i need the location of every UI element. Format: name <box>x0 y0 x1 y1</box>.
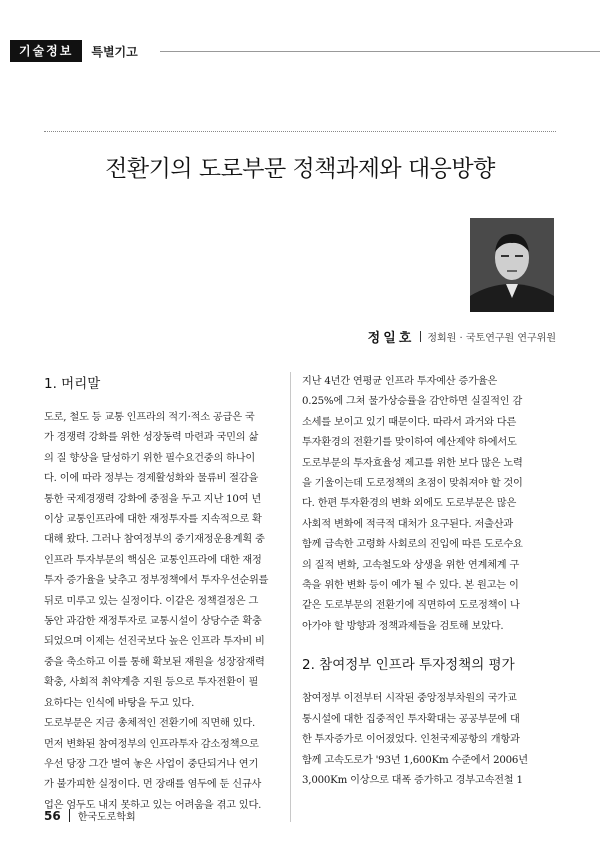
text-line: 사회적 변화에 적극적 대처가 요구된다. 저출산과 <box>302 518 514 530</box>
text-line: 아가야 할 방향과 정책과제들을 검토해 보았다. <box>302 620 504 632</box>
section-heading: 2. 참여정부 인프라 투자정책의 평가 <box>302 657 515 674</box>
text-line: 요하다는 인식에 바탕을 두고 있다. <box>44 697 195 709</box>
text-line: 우선 당장 그간 벌여 놓은 사업이 중단되거나 연기 <box>44 758 259 770</box>
text-line: 대해 왔다. 그러나 참여정부의 중기재정운용계획 중 <box>44 534 265 546</box>
section-heading: 1. 머리말 <box>44 376 101 392</box>
text-line: 도로부문의 투자효율성 제고를 위한 보다 많은 노력 <box>302 457 523 469</box>
text-line: 업은 엄두도 내지 못하고 있는 어려움을 겪고 있다. <box>44 799 262 811</box>
title-divider <box>44 131 556 132</box>
text-line: 참여정부 이전부터 시작된 중앙정부차원의 국가교 <box>302 693 517 705</box>
subcategory-label: 특별기고 <box>91 44 138 59</box>
paragraph <box>302 689 556 791</box>
text-line: 다. 한편 투자환경의 변화 외에도 도로부문은 많은 <box>302 498 517 510</box>
paragraph <box>44 408 298 816</box>
category-label: 기술정보 <box>10 40 82 62</box>
text-line: 다. 이에 따라 정부는 경제활성화와 물류비 절감을 <box>44 473 259 485</box>
text-line: 가 불가피한 실정이다. 먼 장래를 염두에 둔 신규사 <box>44 779 262 791</box>
text-line: 의 질적 변화, 고속철도와 상생을 위한 연계체계 구 <box>302 559 520 571</box>
page-footer <box>44 808 136 823</box>
author-separator <box>420 331 421 342</box>
left-column <box>44 372 298 816</box>
footer-separator <box>69 809 70 822</box>
text-line: 통시설에 대한 집중적인 투자확대는 공공부문에 대 <box>302 713 520 725</box>
text-line: 함께 급속한 고령화 사회로의 진입에 따른 도로수요 <box>302 539 523 551</box>
text-line: 중을 축소하고 이를 통해 확보된 재원을 성장잠재력 <box>44 656 265 668</box>
right-column <box>302 372 556 791</box>
text-line: 투자 증가율을 낮추고 정부정책에서 투자우선순위를 <box>44 575 269 587</box>
text-line: 한 투자증가로 이어졌었다. 인천국제공항의 개항과 <box>302 734 520 746</box>
text-line: 0.25%에 그쳐 물가상승률을 감안하면 실질적인 감 <box>302 396 523 408</box>
text-line: 뒤로 미루고 있는 실정이다. 이같은 정책결정은 그 <box>44 595 259 607</box>
paragraph <box>302 372 556 637</box>
text-line: 통한 국제경쟁력 강화에 중점을 두고 지난 10여 년 <box>44 493 262 505</box>
text-line: 동안 과감한 재정투자로 교통시설이 상당수준 확충 <box>44 616 262 628</box>
text-line: 을 기울이는데 도로정책의 초점이 맞춰져야 할 것이 <box>302 478 523 490</box>
column-divider <box>290 372 291 822</box>
text-line: 함께 고속도로가 '93년 1,600Km 수준에서 2006년 <box>302 754 528 766</box>
text-line: 의 질 향상을 달성하기 위한 필수요건중의 하나이 <box>44 452 256 464</box>
author-photo <box>470 218 554 312</box>
publisher-name: 한국도로학회 <box>77 812 136 823</box>
text-line: 되었으며 이제는 선진국보다 높은 인프라 투자비 비 <box>44 636 265 648</box>
text-line: 가 경쟁력 강화를 위한 성장동력 마련과 국민의 삶 <box>44 432 259 444</box>
text-line: 확충, 사회적 취약계층 지원 등으로 투자전환이 필 <box>44 677 259 689</box>
text-line: 이상 교통인프라에 대한 재정투자를 지속적으로 확 <box>44 514 262 526</box>
text-line: 지난 4년간 연평균 인프라 투자예산 증가율은 <box>302 376 498 387</box>
text-line: 도로부문은 지금 총체적인 전환기에 직면해 있다. <box>44 718 256 730</box>
text-line: 소세를 보이고 있기 때문이다. 따라서 과거와 다른 <box>302 416 517 428</box>
text-line: 같은 도로부문의 전환기에 직면하여 도로정책이 나 <box>302 600 520 612</box>
author-name: 정일호 <box>367 331 415 346</box>
author-line <box>368 327 556 346</box>
text-line: 투자환경의 전환기를 맞이하여 예산제약 하에서도 <box>302 437 517 449</box>
text-line: 먼저 변화된 참여정부의 인프라투자 감소정책으로 <box>44 738 259 750</box>
text-line: 도로, 철도 등 교통 인프라의 적기·적소 공급은 국 <box>44 412 255 423</box>
article-title: 전환기의 도로부문 정책과제와 대응방향 <box>105 156 495 182</box>
header-rule <box>160 51 600 52</box>
author-affiliation: 정회원 · 국토연구원 연구위원 <box>427 333 556 344</box>
page-number: 56 <box>44 808 61 823</box>
section-header <box>10 40 138 62</box>
text-line: 축을 위한 변화 등이 예가 될 수 있다. 본 원고는 이 <box>302 580 519 592</box>
text-line: 3,000Km 이상으로 대폭 증가하고 경부고속전철 1 <box>302 774 523 786</box>
text-line: 인프라 투자부문의 핵심은 교통인프라에 대한 재정 <box>44 554 262 566</box>
